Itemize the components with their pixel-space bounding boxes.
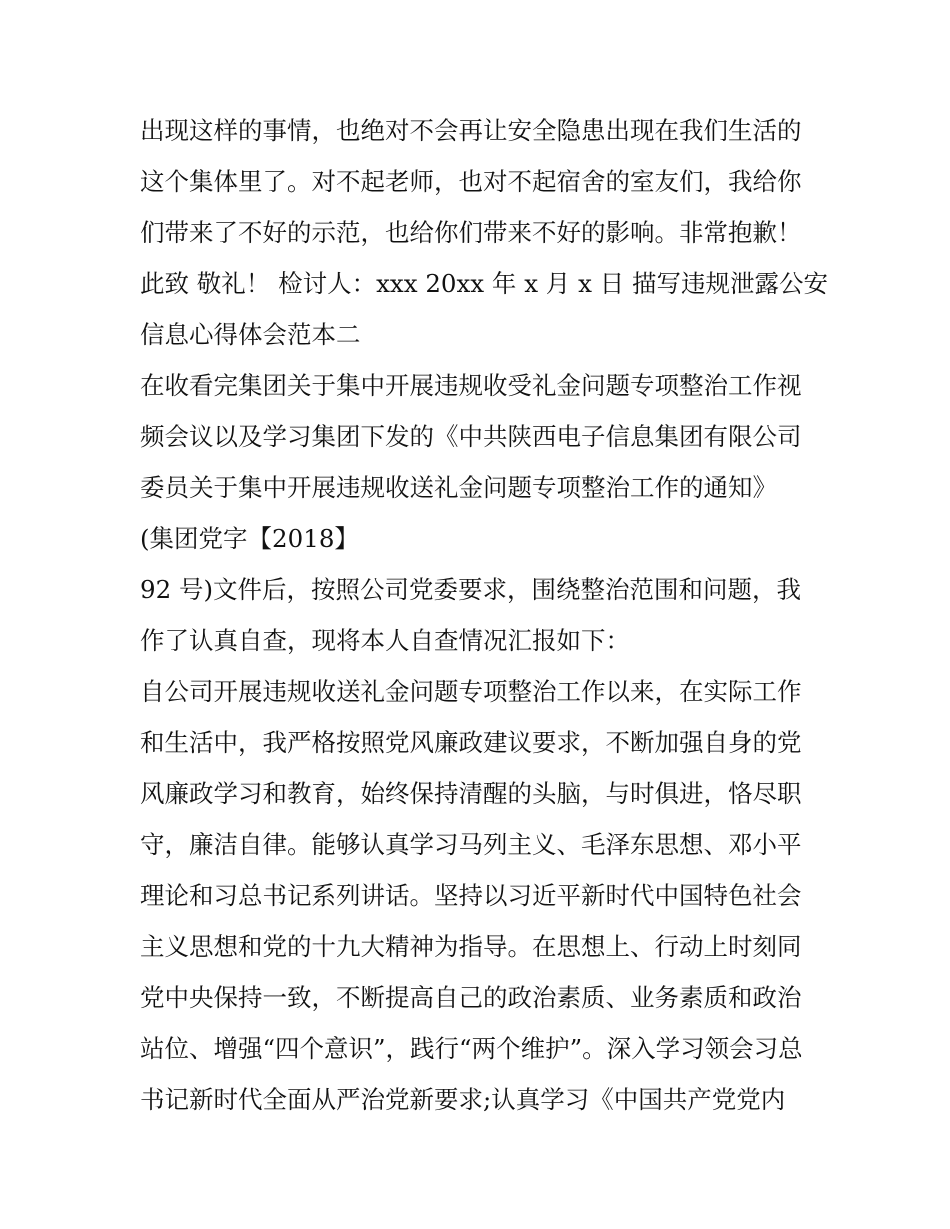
text-line-4: 此致 敬礼！ 检讨人：xxx 20xx 年 x 月 x 日 描写违规泄露公安 — [140, 269, 828, 298]
text-line-16: 理论和习总书记系列讲话。坚持以习近平新时代中国特色社会 — [140, 881, 802, 910]
text-line-5: 信息心得体会范本二 — [140, 320, 361, 349]
text-line-2: 这个集体里了。对不起老师，也对不起宿舍的室友们，我给你 — [140, 167, 802, 196]
text-line-19: 站位、增强“四个意识”，践行“两个维护”。深入学习领会习总 — [140, 1034, 803, 1063]
text-line-18: 党中央保持一致，不断提高自己的政治素质、业务素质和政治 — [140, 983, 802, 1012]
text-line-9: (集团党字【2018】 — [140, 524, 359, 553]
document-body — [140, 105, 828, 1125]
text-line-1: 出现这样的事情，也绝对不会再让安全隐患出现在我们生活的 — [140, 116, 802, 145]
text-line-6: 在收看完集团关于集中开展违规收受礼金问题专项整治工作视 — [140, 371, 802, 400]
text-line-10: 92 号)文件后，按照公司党委要求，围绕整治范围和问题，我 — [140, 575, 802, 604]
text-line-3: 们带来了不好的示范，也给你们带来不好的影响。非常抱歉！ — [140, 218, 802, 247]
text-line-13: 和生活中，我严格按照党风廉政建议要求，不断加强自身的党 — [140, 728, 802, 757]
text-line-8: 委员关于集中开展违规收送礼金问题专项整治工作的通知》 — [140, 473, 777, 502]
text-line-12: 自公司开展违规收送礼金问题专项整治工作以来，在实际工作 — [140, 677, 802, 706]
text-line-15: 守，廉洁自律。能够认真学习马列主义、毛泽东思想、邓小平 — [140, 830, 802, 859]
text-line-7: 频会议以及学习集团下发的《中共陕西电子信息集团有限公司 — [140, 422, 802, 451]
text-line-20: 书记新时代全面从严治党新要求;认真学习《中国共产党党内 — [140, 1085, 786, 1114]
text-line-14: 风廉政学习和教育，始终保持清醒的头脑，与时俱进，恪尽职 — [140, 779, 802, 808]
text-line-11: 作了认真自查，现将本人自查情况汇报如下： — [140, 626, 630, 655]
text-line-17: 主义思想和党的十九大精神为指导。在思想上、行动上时刻同 — [140, 932, 802, 961]
